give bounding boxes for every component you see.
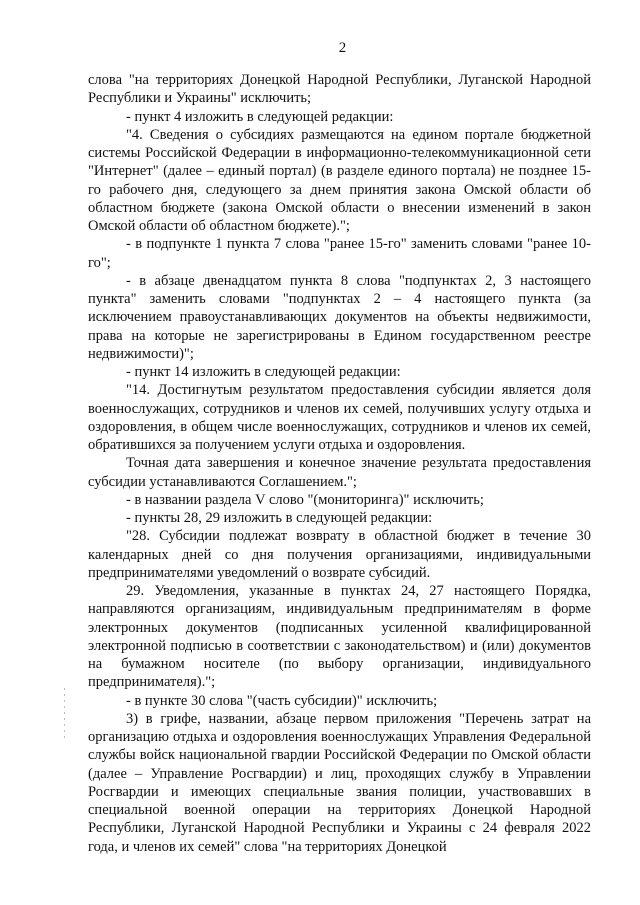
- paragraph: "28. Субсидии подлежат возврату в областной бюджет в течение 30 календарных дней со дня получения организациями, индивидуальными предпринимателями уведомлений о возврате субсидий.: [88, 528, 591, 581]
- paragraph: - пункты 28, 29 изложить в следующей редакции:: [126, 510, 433, 526]
- paragraph: - пункт 14 изложить в следующей редакции:: [126, 364, 401, 380]
- paragraph: - в абзаце двенадцатом пункта 8 слова "подпунктах 2, 3 настоящего пункта" заменить словами "подпунктах 2 – 4 настоящего пункта (за исключением правоустанавливающих документов на объекты недвижимости, права на которые не зарегистрированы в Едином государственном реестре недвижимости)";: [88, 272, 591, 362]
- paragraph: - в пункте 30 слова "(часть субсидии)" исключить;: [126, 692, 438, 709]
- page-number: 2: [338, 40, 347, 56]
- paragraph: "4. Сведения о субсидиях размещаются на едином портале бюджетной системы Российской Федерации в информационно-телекоммуникационной сети "Интернет" (далее – единый портал) (в разделе единого портала) не позднее 15-го рабочего дня, следующего за днем принятия закона Омской области об областном бюджете (закона Омской области о внесении изменений в закон Омской области об областном бюджете).";: [88, 126, 591, 234]
- paragraph: 3) в грифе, названии, абзаце первом приложения "Перечень затрат на организацию отдыха и оздоровления военнослужащих Управления Федеральной службы войск национальной гвардии Российской Федерации по Омской области (далее – Управление Росгвардии) и лиц, проходящих службу в Управлении Росгвардии и имеющих специальные звания полиции, участвовавших в специальной военной операции на территориях Донецкой Народной Республики, Луганской Народной Республики и Украины с 24 февраля 2022 года, и членов их семей" слова "на территориях Донецкой: [88, 710, 591, 855]
- paragraph: 29. Уведомления, указанные в пунктах 24, 27 настоящего Порядка, направляются организациям, индивидуальным предпринимателям в форме электронных документов (подписанных усиленной квалифицированной электронной подписью в соответствии с законодательством) и (или) документов на бумажном носителе (по выбору организации, индивидуального предпринимателя).";: [88, 583, 591, 691]
- paragraph: - в подпункте 1 пункта 7 слова "ранее 15-го" заменить словами "ранее 10-го";: [88, 236, 591, 271]
- scan-mark: [64, 688, 65, 742]
- paragraph: Точная дата завершения и конечное значение результата предоставления субсидии устанавливаются Соглашением.";: [88, 455, 591, 490]
- paragraph-continuation: слова "на территориях Донецкой Народной Республики, Луганской Народной Республики и Украины" исключить;: [88, 72, 591, 107]
- paragraph: - пункт 4 изложить в следующей редакции:: [126, 108, 394, 125]
- paragraph: - в названии раздела V слово "(мониторинга)" исключить;: [126, 491, 484, 508]
- paragraph: "14. Достигнутым результатом предоставления субсидии является доля военнослужащих, сотрудников и членов их семей, получивших услугу отдыха и оздоровления, в общем числе военнослужащих, сотрудников и членов их семей, обратившихся за получением услуги отдыха и оздоровления.: [88, 382, 591, 453]
